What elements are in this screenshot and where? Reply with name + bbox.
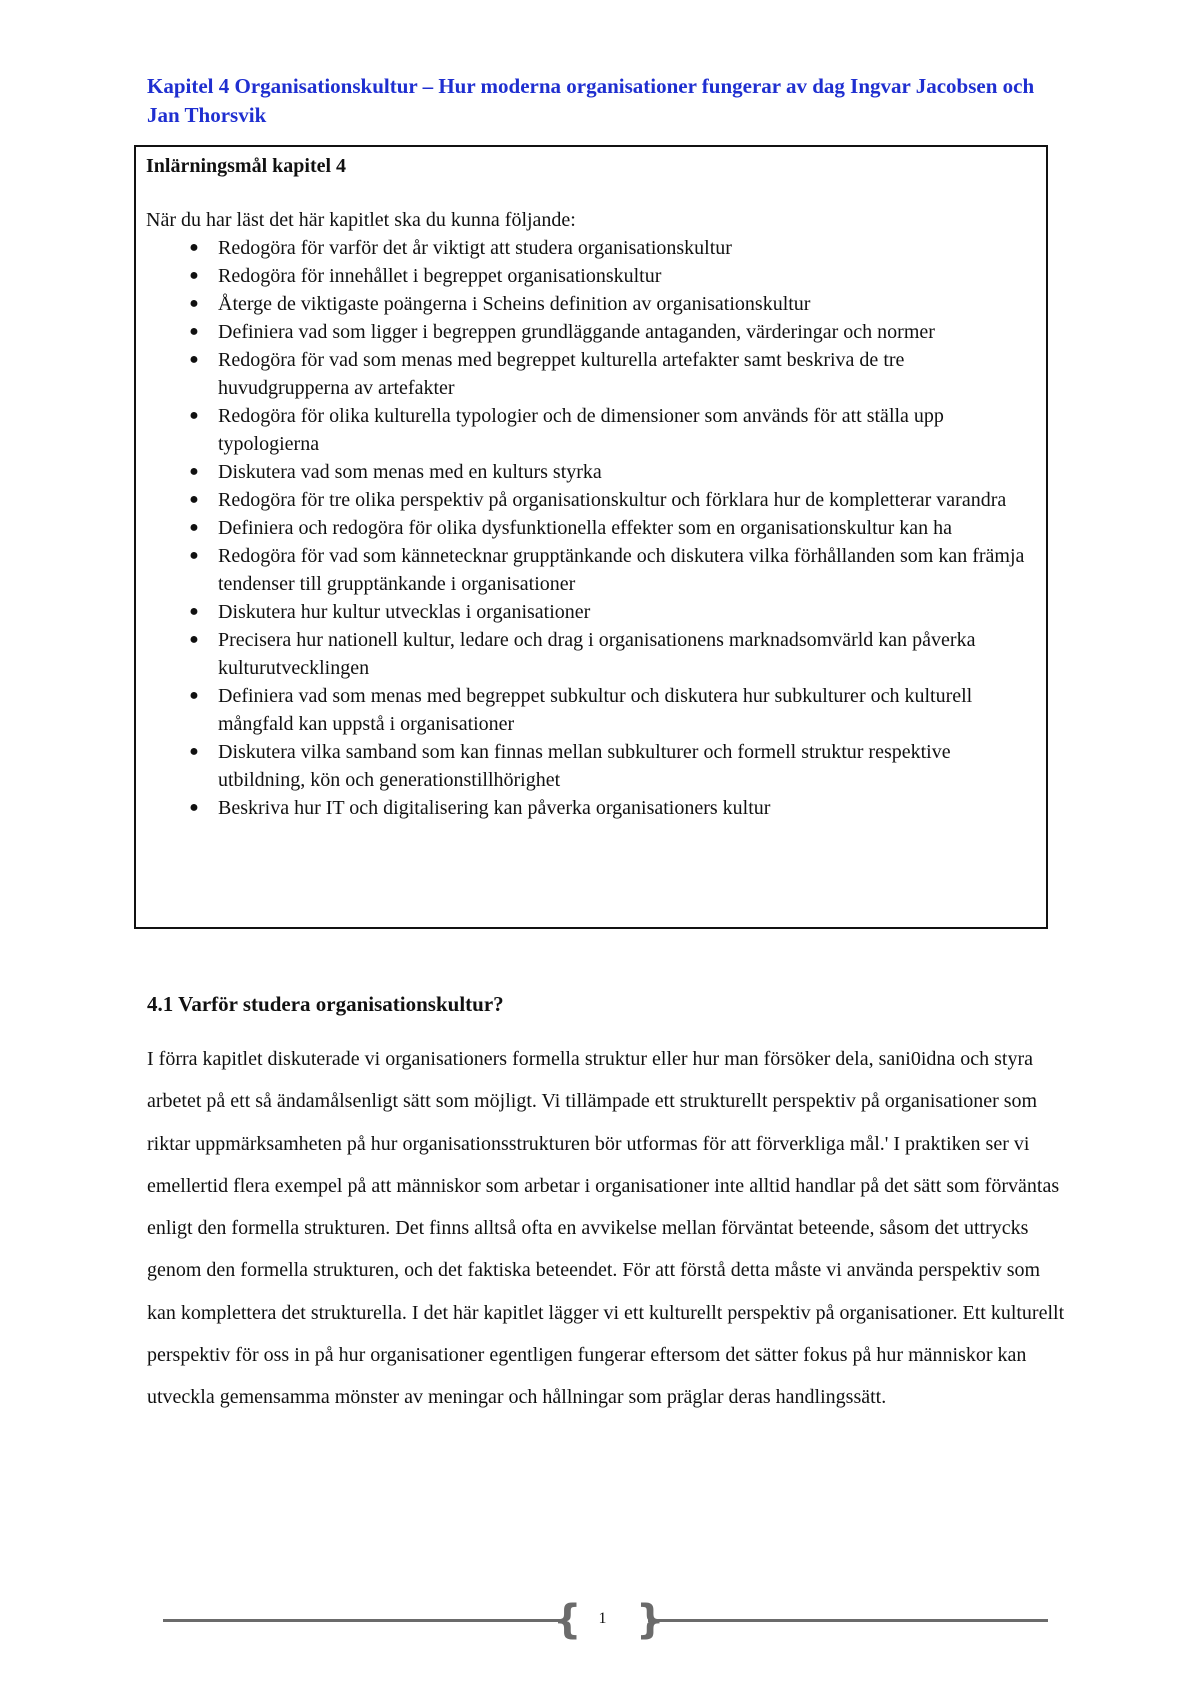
page-title: Kapitel 4 Organisationskultur – Hur moderna organisationer fungerar av dag Ingvar Jacobsen och Jan Thorsvik	[147, 74, 1035, 127]
objective-item	[146, 290, 1036, 318]
objective-item	[146, 626, 1036, 682]
objective-text: Definiera och redogöra för olika dysfunktionella effekter som en organisationskultur kan ha	[218, 517, 953, 539]
objective-item	[146, 682, 1036, 738]
page-number: 1	[598, 1610, 607, 1627]
footer-bracket-right: }	[636, 1597, 665, 1643]
objective-text: Definiera vad som menas med begreppet subkultur och diskutera hur subkulturer och kulturell mångfald kan uppstå i organisationer	[218, 685, 973, 735]
objective-text: Beskriva hur IT och digitalisering kan påverka organisationers kultur	[218, 797, 771, 819]
bullet-icon: ●	[189, 491, 199, 508]
objectives-heading: Inlärningsmål kapitel 4	[146, 155, 347, 177]
objective-text: Diskutera vilka samband som kan finnas mellan subkulturer och formell struktur respektive utbildning, kön och generationstillhörighet	[218, 741, 951, 791]
bullet-icon: ●	[189, 799, 199, 816]
bullet-icon: ●	[189, 687, 199, 704]
objective-item	[146, 262, 1036, 290]
footer-rule-right	[648, 1619, 1048, 1622]
section-heading: 4.1 Varför studera organisationskultur?	[147, 992, 504, 1016]
objective-item	[146, 402, 1036, 458]
bullet-icon: ●	[189, 351, 199, 368]
bullet-icon: ●	[189, 323, 199, 340]
objective-item	[146, 346, 1036, 402]
objective-item	[146, 542, 1036, 598]
bullet-icon: ●	[189, 519, 199, 536]
objective-item	[146, 514, 1036, 542]
objectives-list	[146, 234, 1036, 822]
objective-text: Diskutera vad som menas med en kulturs styrka	[218, 461, 602, 483]
objective-item	[146, 486, 1036, 514]
objective-item	[146, 738, 1036, 794]
footer-rule-left	[163, 1619, 563, 1622]
objective-text: Redogöra för vad som menas med begreppet kulturella artefakter samt beskriva de tre huvudgrupperna av artefakter	[218, 349, 905, 399]
objective-item	[146, 794, 1036, 822]
footer-bracket-left: {	[553, 1597, 582, 1643]
bullet-icon: ●	[189, 267, 199, 284]
objective-item	[146, 458, 1036, 486]
objective-text: Definiera vad som ligger i begreppen grundläggande antaganden, värderingar och normer	[218, 321, 935, 343]
objective-text: Redogöra för innehållet i begreppet organisationskultur	[218, 265, 662, 287]
objective-text: Redogöra för vad som kännetecknar grupptänkande och diskutera vilka förhållanden som kan främja tendenser till grupptänkande i organisationer	[218, 545, 1025, 595]
objective-text: Återge de viktigaste poängerna i Scheins definition av organisationskultur	[218, 293, 811, 315]
bullet-icon: ●	[189, 547, 199, 564]
section-body-paragraph: I förra kapitlet diskuterade vi organisationers formella struktur eller hur man försöker dela, sani0idna och styra arbetet på ett så ändamålsenligt sätt som möjligt. Vi tillämpade ett strukturellt perspektiv på organisationer som riktar uppmärksamheten på hur organisationsstrukturen bör utformas för att förverkliga mål.' I praktiken ser vi emellertid flera exempel på att människor som arbetar i organisationer inte alltid handlar på det sätt som förväntas enligt den formella strukturen. Det finns alltså ofta en avvikelse mellan förväntat beteende, såsom det uttrycks genom den formella strukturen, och det faktiska beteendet. För att förstå detta måste vi använda perspektiv som kan komplettera det strukturella. I det här kapitlet lägger vi ett kulturellt perspektiv på organisationer. Ett kulturellt perspektiv för oss in på hur organisationer egentligen fungerar eftersom det sätter fokus på hur människor kan utveckla gemensamma mönster av meningar och hållningar som präglar deras handlingssätt.	[147, 1048, 1065, 1409]
bullet-icon: ●	[189, 743, 199, 760]
bullet-icon: ●	[189, 407, 199, 424]
bullet-icon: ●	[189, 239, 199, 256]
objective-text: Redogöra för tre olika perspektiv på organisationskultur och förklara hur de kompletterar varandra	[218, 489, 1007, 511]
objectives-intro: När du har läst det här kapitlet ska du kunna följande:	[146, 209, 576, 231]
objective-text: Redogöra för varför det år viktigt att studera organisationskultur	[218, 237, 732, 259]
objective-item	[146, 234, 1036, 262]
learning-objectives-box	[134, 145, 1048, 929]
objective-item	[146, 598, 1036, 626]
bullet-icon: ●	[189, 295, 199, 312]
bullet-icon: ●	[189, 463, 199, 480]
bullet-icon: ●	[189, 631, 199, 648]
objective-text: Redogöra för olika kulturella typologier och de dimensioner som används för att ställa upp typologierna	[218, 405, 944, 455]
bullet-icon: ●	[189, 603, 199, 620]
objective-text: Diskutera hur kultur utvecklas i organisationer	[218, 601, 591, 623]
objective-item	[146, 318, 1036, 346]
objective-text: Precisera hur nationell kultur, ledare och drag i organisationens marknadsomvärld kan påverka kulturutvecklingen	[218, 629, 976, 679]
